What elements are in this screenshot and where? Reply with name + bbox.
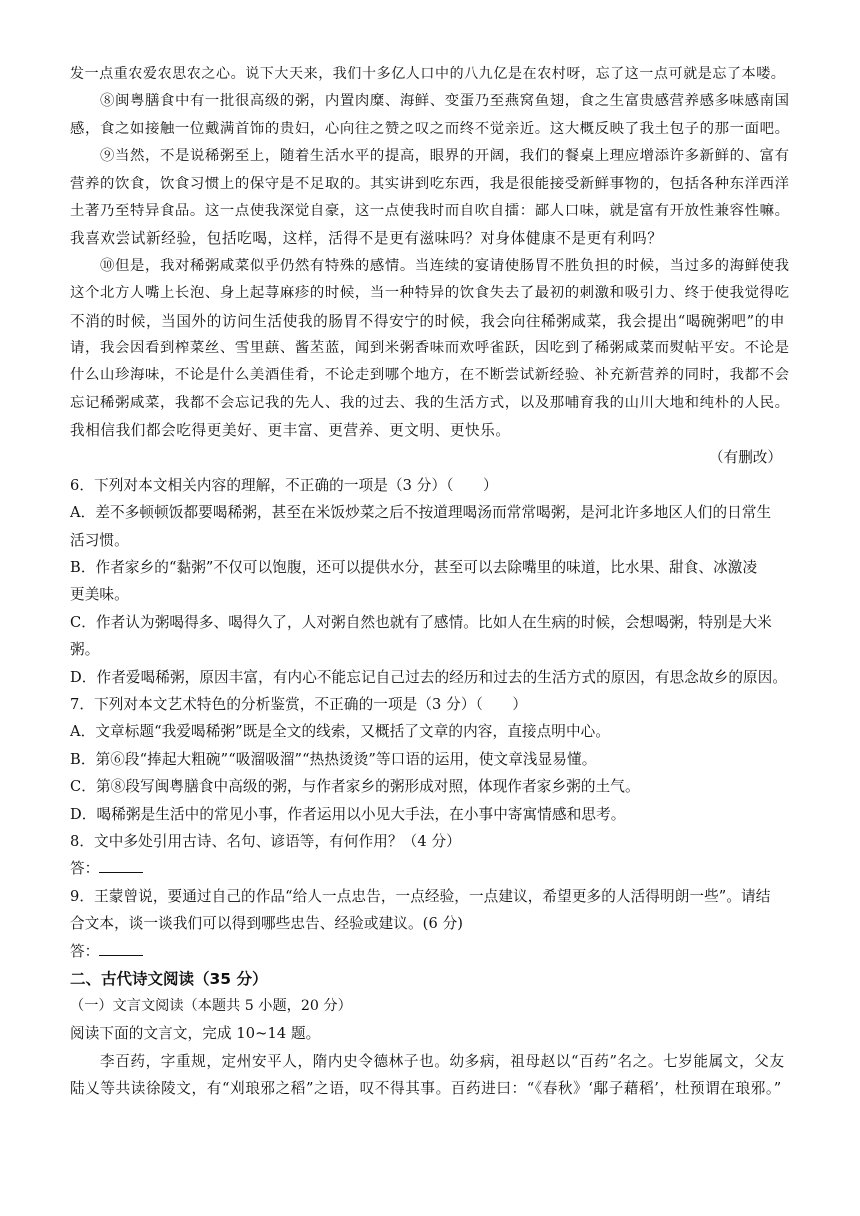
passage-line: 不消的时候，当国外的访问生活使我的肠胃不得安宁的时候，我会向往稀粥咸菜，我会提出“喝碗粥吧”的申 [70,312,786,330]
question-8-stem: 8．文中多处引用古诗、名句、谚语等，有何作用？（4 分） [70,832,461,850]
question-6-option-b-cont: 更美味。 [70,586,129,604]
question-6-option-a-cont: 活习惯。 [70,531,129,549]
classical-text-line: 李百药，字重规，定州安平人，隋内史令德林子也。幼多病，祖母赵以“百药”名之。七岁能属文，父友 [100,1052,785,1070]
passage-line: ⑩但是，我对稀粥咸菜似乎仍然有特殊的感情。当连续的宴请使肠胃不胜负担的时候，当过多的海鲜使我 [100,257,790,274]
answer-8 [70,855,792,882]
answer-9 [70,938,792,965]
question-6-option-a: A．差不多顿顿饭都要喝稀粥，甚至在米饭炒菜之后不按道理喝汤而常常喝粥，是河北许多地区人们的日常生 [70,504,772,522]
question-6-stem: 6．下列对本文相关内容的理解，不正确的一项是（3 分）（ ） [70,476,498,494]
question-6-option-b: B．作者家乡的“黏粥”不仅可以饱腹，还可以提供水分，甚至可以去除嘴里的味道，比水果、甜食、冰激凌 [70,559,758,577]
questions [70,472,792,965]
question-6-option-d: D．作者爱喝稀粥，原因丰富，有内心不能忘记自己过去的经历和过去的生活方式的原因，有思念故乡的原因。 [70,668,788,686]
page-content [70,61,792,1102]
section-2 [70,965,792,1103]
section-2-instruction: 阅读下面的文言文，完成 10~14 题。 [70,1025,321,1043]
question-7-option-d: D．喝稀粥是生活中的常见小事，作者运用以小见大手法，在小事中寄寓情感和思考。 [70,805,626,823]
section-2-title: 二、古代诗文阅读（35 分） [70,969,268,988]
passage-line: 土著乃至特异食品。这一点使我深觉自豪，这一点使我时而自吹自擂：鄙人口味，就是富有开放性兼容性嘛。 [70,202,790,219]
passage-line: 这个北方人嘴上长泡、身上起荨麻疹的时候，当一种特异的饮食失去了最初的刺激和吸引力、终于使我觉得吃 [70,285,790,302]
answer-label: 答： [70,942,100,960]
answer-blank[interactable] [99,941,143,956]
answer-blank[interactable] [99,858,143,873]
passage [70,61,792,472]
question-9-stem: 9．王蒙曾说，要通过自己的作品“给人一点忠告，一点经验，一点建议，希望更多的人活得明朗一些”。请结 [70,887,771,905]
passage-line: 发一点重农爱农思农之心。说下大天来，我们十多亿人口中的八九亿是在农村呀，忘了这一点可就是忘了本喽。 [70,66,786,82]
question-6-option-c-cont: 粥。 [70,641,100,659]
passage-line: 什么山珍海味，不论是什么美酒佳肴，不论走到哪个地方，在不断尝试新经验、补充新营养的同时，我都不会 [70,367,790,384]
question-7-stem: 7．下列对本文艺术特色的分析鉴赏，不正确的一项是（3 分）（ ） [70,695,528,713]
source-note: （有删改） [709,449,782,467]
question-7-option-a: A．文章标题“我爱喝稀粥”既是全文的线索，又概括了文章的内容，直接点明中心。 [70,723,611,741]
question-6-option-c: C．作者认为粥喝得多、喝得久了，人对粥自然也就有了感情。比如人在生病的时候，会想喝粥，特别是大米 [70,613,772,631]
passage-line: 我相信我们都会吃得更美好、更丰富、更营养、更文明、更快乐。 [70,422,511,440]
answer-label: 答： [70,860,100,878]
question-9-stem-cont: 合文本，谈一谈我们可以得到哪些忠告、经验或建议。(6 分) [70,915,464,933]
passage-line: 忘记稀粥咸菜，我都不会忘记我的先人、我的过去、我的生活方式，以及那哺育我的山川大地和纯朴的人民。 [70,394,790,411]
section-2-subtitle: （一）文言文阅读（本题共 5 小题，20 分） [70,997,352,1014]
passage-line: 我喜欢尝试新经验，包括吃喝，这样，活得不是更有滋味吗？对身体健康不是更有利吗？ [70,230,663,248]
question-7-option-c: C．第⑧段写闽粤膳食中高级的粥，与作者家乡的粥形成对照，体现作者家乡粥的土气。 [70,778,640,796]
passage-line: 请，我会因看到榨菜丝、雪里蕻、酱苤蓝，闻到米粥香味而欢呼雀跃，因吃到了稀粥咸菜而熨帖平安。不论是 [70,339,790,356]
passage-line: ⑧闽粤膳食中有一批很高级的粥，内置肉糜、海鲜、变蛋乃至燕窝鱼翅，食之生富贵感营养感多味感南国 [100,93,790,110]
classical-text-line: 陆乂等共读徐陵文，有“刈琅邪之稻”之语，叹不得其事。百药进曰：“《春秋》‘鄅子藉稻’，杜预谓在琅邪。” [70,1080,782,1098]
passage-line: 营养的饮食，饮食习惯上的保守是不足取的。其实讲到吃东西，我是很能接受新鲜事物的，包括各种东洋西洋 [70,175,790,192]
question-7-option-b: B．第⑥段“捧起大粗碗”“吸溜吸溜”“热热烫烫”等口语的运用，使文章浅显易懂。 [70,750,597,768]
passage-line: 感，食之如接触一位戴满首饰的贵妇，心向往之赞之叹之而终不觉亲近。这大概反映了我土包子的那一面吧。 [70,120,790,137]
passage-line: ⑨当然，不是说稀粥至上，随着生活水平的提高，眼界的开阔，我们的餐桌上理应增添许多新鲜的、富有 [100,148,790,165]
